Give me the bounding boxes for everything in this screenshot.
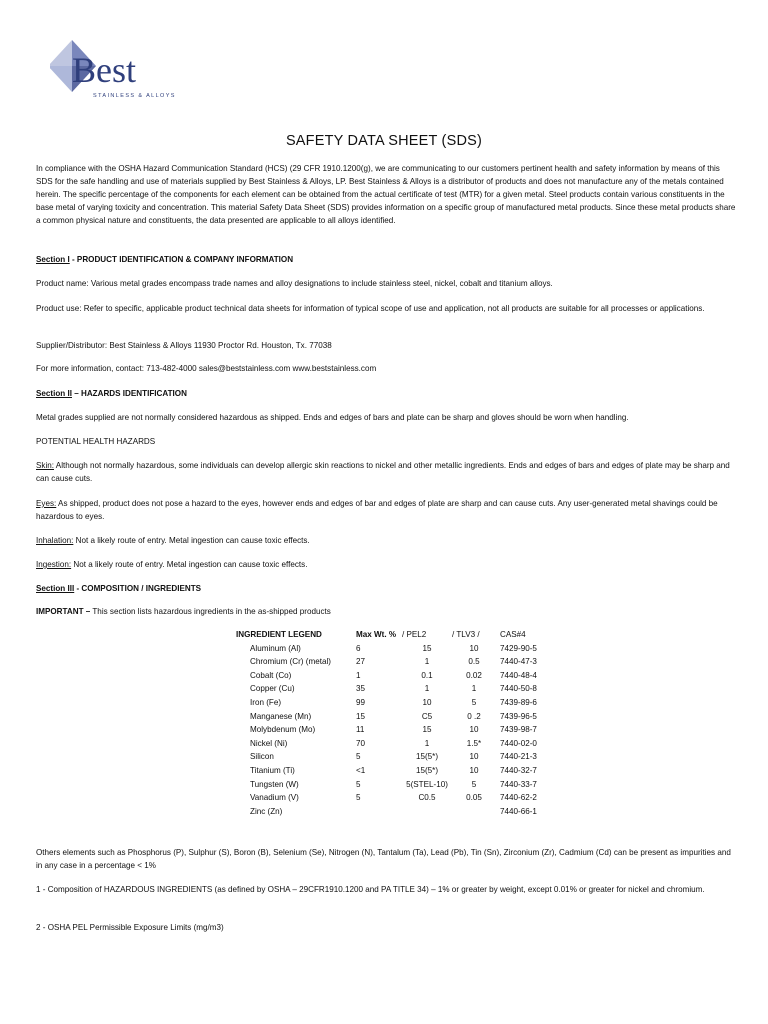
ingredient-name: Molybdenum (Mo) <box>250 725 316 735</box>
tlv-value: 1 <box>471 684 477 694</box>
tlv-value: 10 <box>469 643 479 653</box>
tlv-value: 0 .2 <box>467 711 481 721</box>
max-wt: 27 <box>356 657 366 667</box>
cas-number: 7440-32-7 <box>500 765 537 775</box>
product-name-text: Product name: Various metal grades encompass trade names and alloy designations to include stainless steel, nickel, cobalt and titanium alloys. <box>36 279 553 288</box>
tlv-value: 1.5* <box>466 738 482 748</box>
table-row <box>236 807 552 821</box>
max-wt: 35 <box>356 684 366 694</box>
pel-value <box>402 807 452 821</box>
pel-value: 1 <box>424 738 430 748</box>
pel-value: 0.1 <box>421 670 433 680</box>
max-wt: <1 <box>356 765 366 775</box>
cas-number: 7439-96-5 <box>500 711 537 721</box>
table-row <box>236 739 552 753</box>
table-row <box>236 793 552 807</box>
table-row <box>236 780 552 794</box>
section-3-title: - COMPOSITION / INGREDIENTS <box>74 584 202 593</box>
table-row <box>236 698 552 712</box>
pel-value: 5(STEL-10) <box>406 779 448 789</box>
max-wt <box>356 807 402 821</box>
cas-number: 7440-50-8 <box>500 684 537 694</box>
cas-number: 7440-48-4 <box>500 670 537 680</box>
ingredient-name: Tungsten (W) <box>250 779 299 789</box>
footnote-1: 1 - Composition of HAZARDOUS INGREDIENTS (as defined by OSHA – 29CFR1910.1200 and PA TITLE 34) – 1% or greater by weight, except 0.01% or greater for nickel and chromium. <box>36 885 705 894</box>
tlv-value: 10 <box>469 752 479 762</box>
max-wt: 11 <box>356 725 365 735</box>
tlv-value <box>452 807 496 821</box>
footnote-2: 2 - OSHA PEL Permissible Exposure Limits (mg/m3) <box>36 923 224 932</box>
eyes-label: Eyes: <box>36 499 57 508</box>
logo-tagline: STAINLESS & ALLOYS <box>93 93 176 99</box>
max-wt: 15 <box>356 711 366 721</box>
max-wt: 5 <box>356 779 361 789</box>
ingredients-body <box>236 644 552 821</box>
max-wt: 99 <box>356 697 366 707</box>
ingredient-name: Copper (Cu) <box>250 684 295 694</box>
ingredient-name: Titanium (Ti) <box>250 765 295 775</box>
supplier-text: Supplier/Distributor: Best Stainless & Alloys 11930 Proctor Rd. Houston, Tx. 77038 <box>36 341 332 350</box>
max-wt: 5 <box>356 793 361 803</box>
section-1-heading <box>36 253 736 266</box>
max-wt: 70 <box>356 738 366 748</box>
cas-number: 7439-89-6 <box>500 697 537 707</box>
ingestion-label: Ingestion: <box>36 560 72 569</box>
max-wt: 1 <box>356 670 361 680</box>
important-label: IMPORTANT – <box>36 607 91 616</box>
cas-number: 7440-62-2 <box>500 793 537 803</box>
contact-text: For more information, contact: 713-482-4000 sales@beststainless.com www.beststainless.com <box>36 364 377 373</box>
header-cas: CAS#4 <box>500 630 526 639</box>
pel-value: C0.5 <box>418 793 436 803</box>
table-row <box>236 766 552 780</box>
max-wt: 6 <box>356 643 361 653</box>
tlv-value: 5 <box>471 697 477 707</box>
tlv-value: 0.05 <box>466 793 482 803</box>
header-max-wt: Max Wt. % <box>356 630 397 639</box>
tlv-value: 10 <box>469 765 479 775</box>
pel-value: C5 <box>421 711 433 721</box>
table-header-row <box>236 630 552 644</box>
tlv-value: 5 <box>471 779 477 789</box>
table-row <box>236 671 552 685</box>
page-title: SAFETY DATA SHEET (SDS) <box>285 133 483 149</box>
tlv-value: 0.5 <box>468 657 480 667</box>
ingredient-name: Silicon <box>250 752 274 762</box>
cas-number: 7440-33-7 <box>500 779 537 789</box>
cas-number: 7439-98-7 <box>500 725 537 735</box>
header-pel: / PEL2 <box>402 630 427 639</box>
table-row <box>236 712 552 726</box>
pel-value: 10 <box>422 697 432 707</box>
pel-value: 1 <box>424 657 430 667</box>
inhalation-hazard <box>36 534 736 547</box>
skin-hazard <box>36 459 736 485</box>
others-paragraph: Others elements such as Phosphorus (P), Sulphur (S), Boron (B), Selenium (Se), Nitrogen (N), Tantalum (Ta), Lead (Pb), Tin (Sn), Zirconium (Zr), Cadmium (Cd) can be present as impurities and in any case in a percentage < 1% <box>36 848 731 870</box>
cas-number: 7429-90-5 <box>500 643 537 653</box>
header-tlv: / TLV3 / <box>452 630 480 639</box>
pel-value: 1 <box>424 684 430 694</box>
cas-number: 7440-66-1 <box>500 806 537 816</box>
ingredient-name: Zinc (Zn) <box>250 806 283 816</box>
important-note <box>36 605 736 618</box>
inhalation-text: Not a likely route of entry. Metal ingestion can cause toxic effects. <box>73 536 310 545</box>
ingredient-name: Cobalt (Co) <box>250 670 292 680</box>
ingredient-name: Chromium (Cr) (metal) <box>250 657 331 667</box>
max-wt: 5 <box>356 752 361 762</box>
product-use-text: Product use: Refer to specific, applicable product technical data sheets for information of typical scope of use and application, not all products are suitable for all processes or applications. <box>36 304 705 313</box>
table-row <box>236 725 552 739</box>
cas-number: 7440-02-0 <box>500 738 537 748</box>
section-2-heading <box>36 387 736 400</box>
section-2-title: – HAZARDS IDENTIFICATION <box>71 389 187 398</box>
table-row <box>236 684 552 698</box>
pel-value: 15(5*) <box>415 752 439 762</box>
table-row <box>236 644 552 658</box>
table-row <box>236 657 552 671</box>
section-3-label: Section III <box>36 584 75 593</box>
logo-word: Best <box>72 50 137 90</box>
hazard-summary: Metal grades supplied are not normally considered hazardous as shipped. Ends and edges of bars and plate can be sharp and gloves should be worn when handling. <box>36 413 629 422</box>
ingredient-name: Iron (Fe) <box>250 697 282 707</box>
section-1-title: - PRODUCT IDENTIFICATION & COMPANY INFORMATION <box>69 255 294 264</box>
ingredient-name: Manganese (Mn) <box>250 711 312 721</box>
pel-value: 15 <box>422 643 432 653</box>
intro-paragraph: In compliance with the OSHA Hazard Communication Standard (HCS) (29 CFR 1910.1200(g), we are communicating to our customers pertinent health and safety information by means of this SDS for the safe handling and use of materials supplied by Best Stainless & Alloys, LP. Best Stainless & Alloys is a distributor of products and does not manufacture any of the metals contained herein. The specific percentage of the components for each element can be obtained from the actual certificate of test (MTR) for a given metal. Steel products contain various constituents in the base metal of varying toxicity and concentration. This material Safety Data Sheet (SDS) provides information on a specific group of manufactured metal products. Since these metal products share a common physical nature and constituents, the data presented are applicable to all alloys identified. <box>36 164 736 225</box>
pel-value: 15 <box>422 725 432 735</box>
cas-number: 7440-47-3 <box>500 657 537 667</box>
ingredient-name: Nickel (Ni) <box>250 738 288 748</box>
tlv-value: 0.02 <box>466 670 482 680</box>
section-3-heading <box>36 582 736 595</box>
section-1-label: Section I <box>36 255 70 264</box>
important-text: This section lists hazardous ingredients in the as-shipped products <box>90 607 331 616</box>
ingredient-name: Aluminum (Al) <box>250 643 301 653</box>
cas-number: 7440-21-3 <box>500 752 537 762</box>
eyes-hazard <box>36 497 736 523</box>
skin-label: Skin: <box>36 461 54 470</box>
skin-text: Although not normally hazardous, some individuals can develop allergic skin reactions to nickel and other metallic ingredients. Ends and edges of bars and edges of plate may be sharp and can cause cuts. <box>36 461 730 483</box>
table-row <box>236 752 552 766</box>
ingestion-text: Not a likely route of entry. Metal ingestion can cause toxic effects. <box>71 560 308 569</box>
tlv-value: 10 <box>469 725 479 735</box>
ingredient-name: Vanadium (V) <box>250 793 299 803</box>
header-ingredient: INGREDIENT LEGEND <box>236 630 322 639</box>
potential-hazards-heading: POTENTIAL HEALTH HAZARDS <box>36 437 156 446</box>
pel-value: 15(5*) <box>415 765 439 775</box>
section-2-label: Section II <box>36 389 72 398</box>
inhalation-label: Inhalation: <box>36 536 74 545</box>
ingestion-hazard <box>36 558 736 571</box>
ingredients-table <box>236 630 552 820</box>
eyes-text: As shipped, product does not pose a hazard to the eyes, however ends and edges of bar and edges of plate are sharp and can cause cuts. Any user-generated metal shavings could be hazardous to eyes. <box>36 499 718 521</box>
